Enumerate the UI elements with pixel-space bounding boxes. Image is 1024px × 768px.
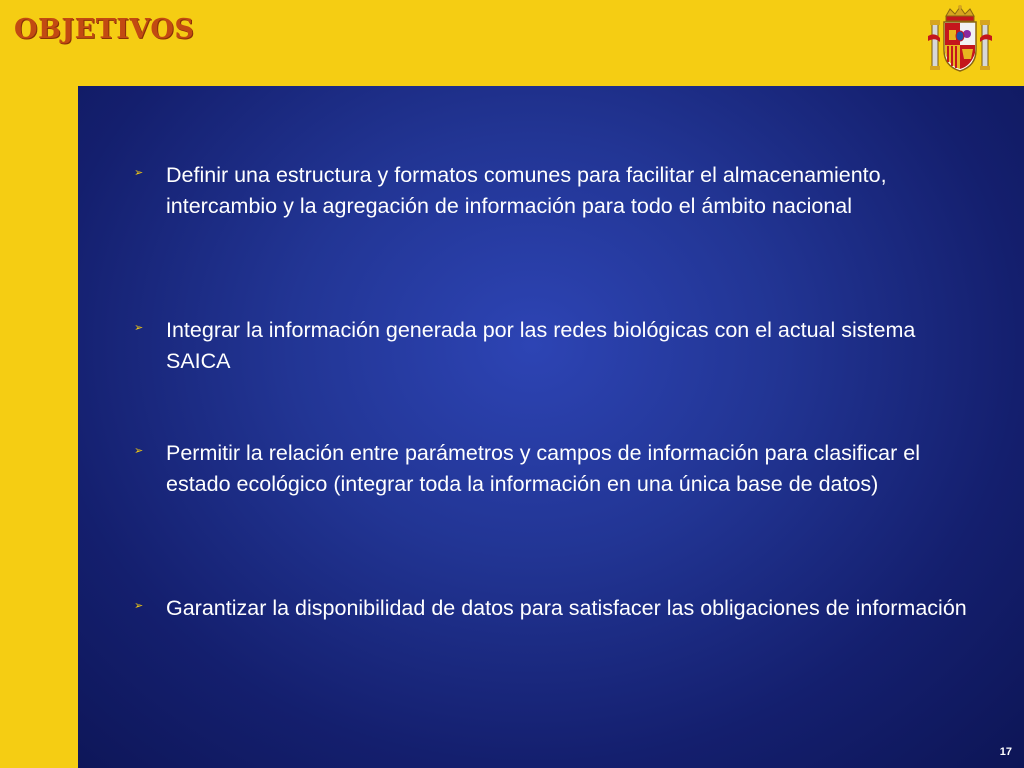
coat-of-arms-icon bbox=[924, 4, 996, 76]
objective-text: Permitir la relación entre parámetros y campos de información para clasificar el estado ecológico (integrar toda la información en una única base de datos) bbox=[166, 441, 921, 496]
arrow-bullet-icon: ➢ bbox=[134, 600, 144, 612]
objective-text: Garantizar la disponibilidad de datos para satisfacer las obligaciones de información bbox=[166, 596, 967, 620]
objective-text: Definir una estructura y formatos comunes para facilitar el almacenamiento, intercambio y la agregación de información para todo el ámbito nacional bbox=[166, 163, 887, 218]
arrow-bullet-icon: ➢ bbox=[134, 167, 144, 179]
arrow-bullet-icon: ➢ bbox=[134, 445, 144, 457]
arrow-bullet-icon: ➢ bbox=[134, 322, 144, 334]
page-number: 17 bbox=[999, 746, 1012, 758]
slide-title: OBJETIVOS bbox=[14, 14, 195, 45]
objective-text: Integrar la información generada por las redes biológicas con el actual sistema SAICA bbox=[166, 318, 916, 373]
